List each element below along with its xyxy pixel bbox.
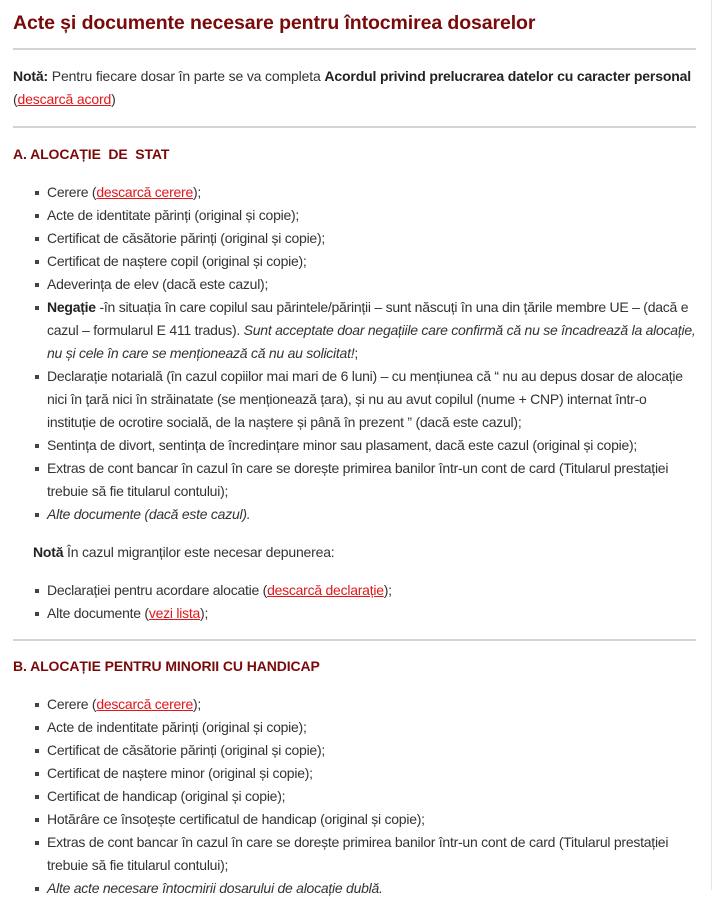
list-item [47,762,696,785]
item-text: ); [193,696,202,712]
migrant-note [13,541,696,564]
migrant-note-text: În cazul migranților este necesar depunerea: [63,544,335,560]
section-b [13,641,696,900]
bullet-icon [35,818,39,822]
item-text: Acte de identitate părinți (original și copie); [47,207,300,223]
item-text: Acte de indentitate părinți (original și copie); [47,719,307,735]
list-item [47,808,696,831]
item-italic-text: Alte acte necesare întocmirii dosarului de alocație dublă. [47,880,383,896]
download-consent-link[interactable]: descarcă acord [17,91,112,107]
page-right-border [711,0,712,890]
bullet-icon [35,214,39,218]
bullet-icon [35,887,39,891]
migrant-note-label: Notă [33,544,64,560]
download-request-link[interactable]: descarcă cerere [96,696,193,712]
bullet-icon [35,703,39,707]
bullet-icon [35,283,39,287]
item-text: ); [193,184,202,200]
list-item [47,227,696,250]
page-title: Acte și documente necesare pentru întocmirea dosarelor [13,12,536,34]
bullet-icon [35,237,39,241]
list-item [47,250,696,273]
item-text: Certificat de handicap (original și copie); [47,788,286,804]
item-text: Cerere ( [47,696,97,712]
bullet-icon [35,841,39,845]
list-item [47,273,696,296]
section-a-list [13,181,696,526]
list-item [47,831,696,877]
note-text: Pentru fiecare dosar în parte se va completa [48,68,325,84]
item-text: Certificat de naștere minor (original și copie); [47,765,313,781]
list-item [47,716,696,739]
bullet-icon [35,749,39,753]
item-text: ); [200,605,209,621]
bullet-icon [35,467,39,471]
bullet-icon [35,375,39,379]
list-item [47,457,696,503]
paren: ) [111,91,116,107]
section-b-title: B. ALOCAȚIE PENTRU MINORII CU HANDICAP [13,658,320,674]
item-text: Alte documente ( [47,605,149,621]
section-a [13,128,696,625]
list-item [47,602,696,625]
download-request-link[interactable]: descarcă cerere [96,184,193,200]
item-text: Certificat de căsătorie părinți (original și copie); [47,230,326,246]
download-declaration-link[interactable]: descarcă declarație [267,582,384,598]
item-italic-text: Sunt acceptate doar negațiile care confirmă că nu se încadrează la alocație, nu și cele în care se menționează că nu au solicitat! [47,322,696,361]
list-item [47,693,696,716]
list-item [47,434,696,457]
bullet-icon [35,191,39,195]
item-text: Declarație notarială (în cazul copiilor mai mari de 6 luni) – cu mențiunea că “ nu au depus dosar de alocație nici în țară nici în străinatate (se menționează țara), și nu au avut copilul (nume + CNP) internat într-o instituție de ocrotire socială, de la naștere și până în prezent ” (dacă este cazul); [47,368,683,430]
bullet-icon [35,306,39,310]
view-list-link[interactable]: vezi lista [148,605,201,621]
item-text: Hotărâre ce însoțește certificatul de handicap (original și copie); [47,811,425,827]
list-item [47,579,696,602]
section-a-title: A. ALOCAȚIE DE STAT [13,146,170,162]
item-text: ); [383,582,392,598]
item-text: Adeverința de elev (dacă este cazul); [47,276,269,292]
paren: ( [13,91,18,107]
document-content [13,0,696,900]
item-text: -în situația în care copilul sau părintele/părinții – sunt născuți în una din țările membre UE – (dacă e cazul – formularul E 411 tradus). [47,299,689,338]
bullet-icon [35,260,39,264]
list-item [47,785,696,808]
bullet-icon [35,513,39,517]
bullet-icon [35,795,39,799]
list-item [47,503,696,526]
bullet-icon [35,444,39,448]
list-item [47,204,696,227]
section-b-list [13,693,696,900]
bullet-icon [35,589,39,593]
bullet-icon [35,772,39,776]
consent-note [13,50,696,126]
bullet-icon [35,726,39,730]
list-item [47,181,696,204]
item-italic-text: Alte documente (dacă este cazul). [47,506,251,522]
item-text: Extras de cont bancar în cazul în care se dorește primirea banilor într-un cont de card (Titularul prestației trebuie să fie titularul contului); [47,834,669,873]
item-text: ; [354,345,359,361]
item-text: Extras de cont bancar în cazul în care se dorește primirea banilor într-un cont de card (Titularul prestației trebuie să fie titularul contului); [47,460,669,499]
list-item [47,296,696,365]
bullet-icon [35,612,39,616]
list-item [47,739,696,762]
note-label: Notă: [13,68,49,84]
item-text: Declarației pentru acordare alocatie ( [47,582,268,598]
list-item [47,877,696,900]
item-text: Certificat de naștere copil (original și copie); [47,253,307,269]
note-bold-text: Acordul privind prelucrarea datelor cu caracter personal [324,68,692,84]
item-text: Certificat de căsătorie părinți (original și copie); [47,742,326,758]
migrant-list [13,579,696,625]
item-bold-text: Negație [47,299,96,315]
list-item [47,365,696,434]
item-text: Cerere ( [47,184,97,200]
item-text: Sentința de divort, sentința de încredințare minor sau plasament, dacă este cazul (original și copie); [47,437,638,453]
